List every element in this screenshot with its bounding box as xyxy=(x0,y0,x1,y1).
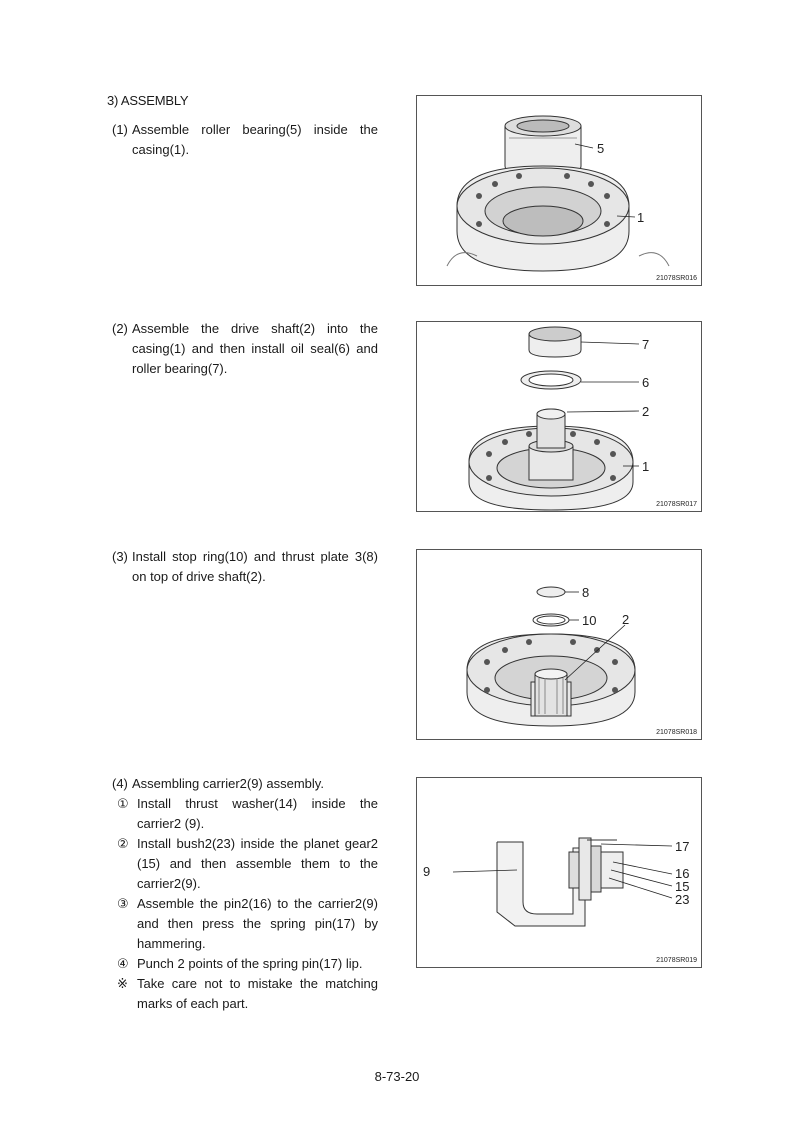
figure-3-drawing xyxy=(417,550,701,739)
substep-marker: ② xyxy=(117,836,129,851)
callout-5: 5 xyxy=(597,141,605,156)
callout-23: 23 xyxy=(675,892,690,907)
step-1 xyxy=(112,120,378,160)
step-number: (3) xyxy=(112,549,128,564)
substep-note xyxy=(117,974,378,1014)
step-3 xyxy=(112,547,378,587)
substep-4 xyxy=(117,954,378,974)
figure-1-drawing xyxy=(417,96,701,285)
callout-17: 17 xyxy=(675,839,690,854)
figure-2-drawing xyxy=(417,322,701,511)
substep-3 xyxy=(117,894,378,954)
figure-code: 21078SR018 xyxy=(656,729,697,736)
callout-1: 1 xyxy=(637,210,645,225)
step-text: Assembling carrier2(9) assembly. xyxy=(132,776,324,791)
step-number: (4) xyxy=(112,776,128,791)
substep-marker: ④ xyxy=(117,956,129,971)
step-text: Assemble roller bearing(5) inside the casing(1). xyxy=(132,122,378,157)
page-number: 8-73-20 xyxy=(374,1069,420,1084)
step-text: Install stop ring(10) and thrust plate 3(8) on top of drive shaft(2). xyxy=(132,549,378,584)
substep-text: Assemble the pin2(16) to the carrier2(9) and then press the spring pin(17) by hammering. xyxy=(137,896,378,951)
callout-2: 2 xyxy=(622,612,630,627)
note-marker: ※ xyxy=(117,976,128,991)
step-4 xyxy=(112,774,378,794)
figure-code: 21078SR017 xyxy=(656,501,697,508)
callout-16: 16 xyxy=(675,866,690,881)
step-text: Assemble the drive shaft(2) into the casing(1) and then install oil seal(6) and roller bearing(7). xyxy=(132,321,378,376)
callout-10: 10 xyxy=(582,613,597,628)
callout-15: 15 xyxy=(675,879,690,894)
figure-4-drawing xyxy=(417,778,701,967)
figure-1 xyxy=(416,95,702,286)
note-text: Take care not to mistake the matching marks of each part. xyxy=(137,976,378,1011)
figure-2 xyxy=(416,321,702,512)
substep-1 xyxy=(117,794,378,834)
step-2 xyxy=(112,319,378,379)
substep-text: Install thrust washer(14) inside the carrier2 (9). xyxy=(137,796,378,831)
step-number: (2) xyxy=(112,321,128,336)
substep-marker: ③ xyxy=(117,896,129,911)
substep-2 xyxy=(117,834,378,894)
callout-1: 1 xyxy=(642,459,650,474)
section-title: 3) ASSEMBLY xyxy=(107,93,189,108)
callout-6: 6 xyxy=(642,375,650,390)
substep-marker: ① xyxy=(117,796,129,811)
callout-8: 8 xyxy=(582,585,590,600)
figure-code: 21078SR016 xyxy=(656,275,697,282)
substep-text: Install bush2(23) inside the planet gear2 (15) and then assemble them to the carrier2(9). xyxy=(137,836,378,891)
substep-text: Punch 2 points of the spring pin(17) lip. xyxy=(137,956,363,971)
step-number: (1) xyxy=(112,122,128,137)
figure-3 xyxy=(416,549,702,740)
callout-9: 9 xyxy=(423,864,431,879)
callout-2: 2 xyxy=(642,404,650,419)
figure-code: 21078SR019 xyxy=(656,957,697,964)
figure-4 xyxy=(416,777,702,968)
callout-7: 7 xyxy=(642,337,650,352)
